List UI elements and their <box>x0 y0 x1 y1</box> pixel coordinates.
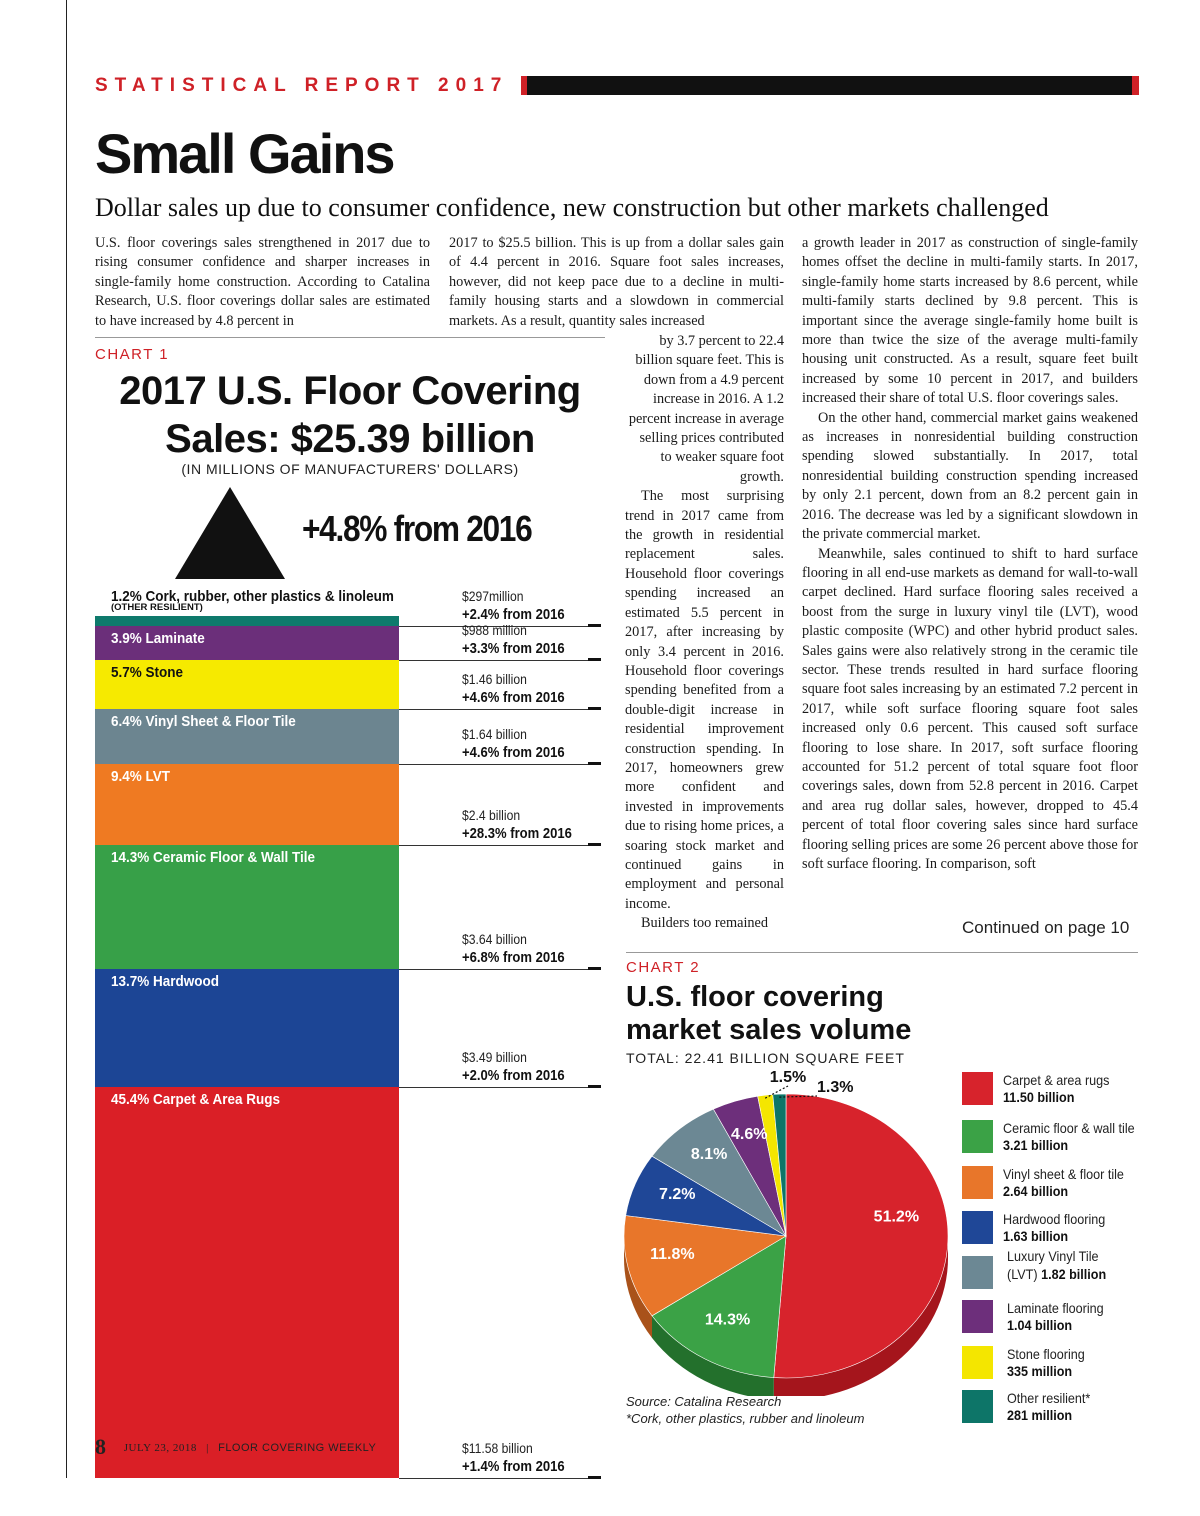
legend-value: 11.50 billion <box>1003 1089 1075 1105</box>
chart2-rule <box>626 952 1138 953</box>
chart1-rule <box>95 337 605 338</box>
article-paragraph: 2017 to $25.5 billion. This is up from a dollar sales gain of 4.4 percent in 2016. Square foot sales increases, however, did not keep pace due to a decline in multi-family housing starts and a slowdown in commercial markets. As a result, quantity sales increased <box>449 235 784 329</box>
legend-swatch <box>962 1300 993 1333</box>
bar-segment <box>95 616 399 626</box>
pie-slice-label: 51.2% <box>873 1208 920 1226</box>
article-paragraph: Builders too remained <box>641 915 769 932</box>
pie-slice-label: 1.5% <box>769 1069 807 1086</box>
bar-tick-mark <box>588 624 601 627</box>
pie-slice-label: 14.3% <box>704 1311 751 1329</box>
chart1-subtitle: (IN MILLIONS OF MANUFACTURERS' DOLLARS) <box>181 461 519 477</box>
legend-swatch <box>962 1211 993 1244</box>
chart1-title-line2: Sales: $25.39 billion <box>165 417 535 461</box>
page-number: 8 <box>95 1434 107 1459</box>
bar-leader-line <box>399 709 589 710</box>
pie-slice <box>774 1094 948 1378</box>
bar-tick-mark <box>588 707 601 710</box>
legend-label: Carpet & area rugs <box>1003 1072 1110 1088</box>
chart2-title <box>626 981 911 1047</box>
source-text: Source: Catalina Research <box>626 1394 782 1409</box>
footer-publication: FLOOR COVERING WEEKLY <box>218 1442 377 1454</box>
bar-segment-label: 3.9% Laminate <box>111 630 205 648</box>
legend-swatch <box>962 1346 993 1379</box>
legend-swatch <box>962 1256 993 1289</box>
bar-tick-mark <box>588 1476 601 1479</box>
chart1-label: CHART 1 <box>95 346 170 363</box>
article-column-2-bottom <box>625 332 784 934</box>
bar-segment-value: $3.64 billion <box>462 931 527 947</box>
deck: Dollar sales up due to consumer confidence, new construction but other markets challenged <box>95 193 1049 222</box>
pie-slice-label: 1.3% <box>817 1079 854 1096</box>
legend-swatch <box>962 1390 993 1423</box>
chart2-source <box>626 1393 864 1427</box>
bar-leader-line <box>399 969 589 970</box>
legend-label: Stone flooring <box>1007 1346 1085 1362</box>
bar-leader-line <box>399 1478 589 1479</box>
bar-segment-change: +2.4% from 2016 <box>462 607 565 624</box>
article-paragraph: Meanwhile, sales continued to shift to hard surface flooring in all end-use markets as demand for wall-to-wall carpet declined. Hard surface flooring sales received a boost from the surge in luxury vinyl tile (LVT), wood plastic composite (WPC) and other hybrid product sales. Sales gains were also relatively strong in the ceramic tile sector. These trends resulted in hard surface flooring square foot sales increasing by an estimated 7.2 percent in 2017, while soft surface flooring square foot sales increased only 0.6 percent. This caused soft surface flooring to lose share. In 2017, soft surface flooring accounted for 51.2 percent of total square foot floor coverings sales, down from 52.8 percent in 2016. Carpet and area rug dollar sales, however, dropped to 45.4 percent of total floor covering sales since hard surface flooring selling prices are some 26 percent above those for soft surface flooring. In comparison, soft <box>802 545 1138 872</box>
bar-segment-change: +4.6% from 2016 <box>462 690 565 707</box>
chart1-title-line1: 2017 U.S. Floor Covering <box>119 369 581 413</box>
legend-swatch <box>962 1120 993 1153</box>
bar-tick-mark <box>588 658 601 661</box>
chart2-title-line2: market sales volume <box>626 1014 912 1046</box>
page-footer <box>95 1434 376 1460</box>
footnote-text: *Cork, other plastics, rubber and linoleum <box>626 1411 865 1426</box>
legend-swatch <box>962 1072 993 1105</box>
pie-slice-label: 8.1% <box>690 1146 728 1164</box>
section-bar-accent <box>1132 76 1139 95</box>
bar-segment-label: 14.3% Ceramic Floor & Wall Tile <box>111 849 316 867</box>
footer-separator: | <box>206 1442 209 1454</box>
article-paragraph: U.S. floor coverings sales strengthened in 2017 due to rising consumer confidence and sharper increases in single-family home construction. According to Catalina Research, U.S. floor coverings dollar sales are estimated to have increased by 4.8 percent in <box>95 235 430 329</box>
bar-segment-change: +4.6% from 2016 <box>462 745 565 762</box>
pie-slice-label: 4.6% <box>731 1125 768 1143</box>
bar-segment-label: 9.4% LVT <box>111 768 171 786</box>
bar-segment-change: +2.0% from 2016 <box>462 1067 565 1084</box>
continued-note: Continued on page 10 <box>962 918 1130 937</box>
bar-segment-value: $988 million <box>462 622 527 638</box>
article-column-3 <box>802 234 1138 874</box>
bar-leader-line <box>399 764 589 765</box>
article-column-1 <box>95 234 430 331</box>
section-bar <box>521 76 1138 95</box>
bar-leader-line <box>399 1087 589 1088</box>
article-paragraph: by 3.7 percent to 22.4 billion square feet. This is down from a 4.9 percent increase in 2016. A 1.2 percent increase in average selling prices contributed to weaker square foot growth. <box>628 333 784 485</box>
legend-label: Laminate flooring <box>1007 1300 1104 1316</box>
section-label: STATISTICAL REPORT 2017 <box>95 75 509 96</box>
bar-segment-value: $2.4 billion <box>462 808 521 824</box>
bar-segment-change: +1.4% from 2016 <box>462 1459 565 1475</box>
chart2-total: TOTAL: 22.41 BILLION SQUARE FEET <box>626 1050 905 1066</box>
bar-segment-label: 13.7% Hardwood <box>111 972 220 990</box>
legend-value: 335 million <box>1007 1363 1073 1379</box>
chart1-change: +4.8% from 2016 <box>302 508 532 549</box>
legend-label: Other resilient* <box>1007 1390 1091 1406</box>
bar-segment-label: 6.4% Vinyl Sheet & Floor Tile <box>111 713 296 731</box>
bar-segment-value: $1.64 billion <box>462 727 527 743</box>
bar-leader-line <box>399 660 589 661</box>
legend-value: 1.82 billion <box>1041 1266 1107 1282</box>
legend-label: Ceramic floor & wall tile <box>1003 1120 1135 1136</box>
legend-value: 281 million <box>1007 1407 1073 1423</box>
legend-label-suffix: (LVT) <box>1007 1266 1042 1282</box>
legend-swatch <box>962 1166 993 1199</box>
bar-segment-label: 45.4% Carpet & Area Rugs <box>111 1090 281 1108</box>
headline: Small Gains <box>95 122 394 185</box>
legend-label: Hardwood flooring <box>1003 1211 1106 1227</box>
pie-slice-label: 11.8% <box>650 1245 695 1263</box>
legend-value: 2.64 billion <box>1003 1183 1069 1199</box>
legend-value: 1.63 billion <box>1003 1228 1069 1244</box>
legend-label: Vinyl sheet & floor tile <box>1003 1166 1124 1182</box>
legend-label-line2 <box>1007 1266 1106 1282</box>
article-paragraph: On the other hand, commercial market gains weakened as increases in nonresidential building construction spending slowed substantially. In 2017, total nonresidential building construction spending increased by only 2.1 percent, down from an 8.2 percent gain in 2016. The decrease was led by a significant slowdown in the private commercial market. <box>802 409 1138 543</box>
legend-label: Luxury Vinyl Tile <box>1007 1248 1099 1264</box>
chart1-title <box>95 367 605 463</box>
other-resilient-note: (OTHER RESILIENT) <box>111 602 203 613</box>
legend-value: 3.21 billion <box>1003 1137 1069 1153</box>
bar-tick-mark <box>588 1085 601 1088</box>
bar-segment-value: $11.58 billion <box>462 1441 533 1456</box>
page-margin-rule <box>66 0 67 1478</box>
bar-segment-value: $1.46 billion <box>462 672 527 688</box>
pie-slice-label: 7.2% <box>659 1185 696 1203</box>
pie-chart <box>610 1066 960 1396</box>
up-triangle-icon <box>175 487 285 579</box>
bar-segment-change: +3.3% from 2016 <box>462 640 565 657</box>
bar-segment-label: 1.2% Cork, rubber, other plastics & linoleum <box>111 588 394 605</box>
article-paragraph: a growth leader in 2017 as construction of single-family homes offset the decline in multi-family starts. In 2017, single-family home starts increased by 8.6 percent, while multi-family starts declined by 9.8 percent. This is important since the average single-family home built is more than twice the size of the average multi-family housing unit constructed. As a result, square feet built increased by some 10 percent in 2017, and builders increased their share of total U.S. floor coverings sales. <box>802 235 1138 407</box>
footer-date: JULY 23, 2018 <box>123 1442 197 1454</box>
bar-tick-mark <box>588 843 601 846</box>
chart2-title-line1: U.S. floor covering <box>626 981 884 1013</box>
bar-tick-mark <box>588 967 601 970</box>
bar-leader-line <box>399 845 589 846</box>
bar-tick-mark <box>588 762 601 765</box>
article-column-2-top <box>449 234 784 331</box>
bar-segment-change: +6.8% from 2016 <box>462 949 565 966</box>
bar-segment <box>95 1087 399 1478</box>
bar-segment-label: 5.7% Stone <box>111 663 184 681</box>
chart2-label: CHART 2 <box>626 959 701 976</box>
bar-segment-value: $3.49 billion <box>462 1049 527 1065</box>
article-paragraph: The most surprising trend in 2017 came from the growth in residential replacement sales. Household floor coverings spending increased an estimated 5.5 percent in 2017, after increasing by only 3.4 percent in 2016. Household floor coverings spending benefited from a double-digit increase in residential improvement construction spending. In 2017, homeowners grew more confident and invested in improvements due to rising home prices, a soaring stock market and continued gains in employment and personal income. <box>625 488 784 912</box>
bar-segment-change: +28.3% from 2016 <box>462 826 572 843</box>
bar-segment-value: $297million <box>462 589 524 605</box>
legend-value: 1.04 billion <box>1007 1317 1073 1333</box>
